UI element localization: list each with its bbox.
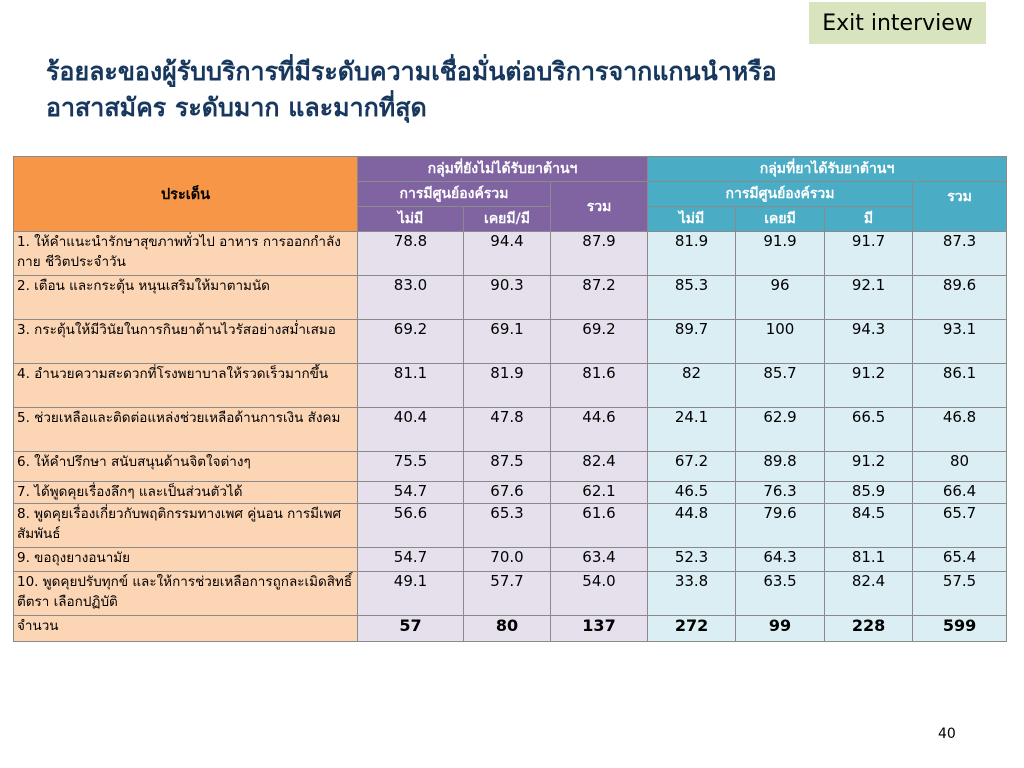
issue-label: 2. เตือน และกระตุ้น หนุนเสริมให้มาตามนัด (14, 276, 358, 320)
issue-label: 8. พูดคุยเรื่องเกี่ยวกับพฤติกรรมทางเพศ คู่นอน การมีเพศสัมพันธ์ (14, 504, 358, 548)
value-cell: 93.1 (913, 320, 1007, 364)
issue-label: 5. ช่วยเหลือและติดต่อแหล่งช่วยเหลือด้านการเงิน สังคม (14, 408, 358, 452)
value-cell: 80 (913, 452, 1007, 482)
results-table (13, 156, 1007, 642)
value-cell: 61.6 (551, 504, 648, 548)
value-cell: 82.4 (551, 452, 648, 482)
value-cell: 82.4 (825, 572, 913, 616)
value-cell: 85.9 (825, 482, 913, 504)
col-header: เคยมี/มี (464, 207, 551, 232)
value-cell: 62.1 (551, 482, 648, 504)
value-cell: 87.2 (551, 276, 648, 320)
table-row (14, 504, 1007, 548)
header-row-1 (14, 157, 1007, 182)
table-row (14, 482, 1007, 504)
value-cell: 87.9 (551, 232, 648, 276)
exit-interview-tag: Exit interview (809, 2, 986, 44)
value-cell: 228 (825, 616, 913, 642)
value-cell: 63.4 (551, 548, 648, 572)
value-cell: 81.9 (464, 364, 551, 408)
value-cell: 91.2 (825, 364, 913, 408)
table-row (14, 408, 1007, 452)
value-cell: 91.9 (736, 232, 825, 276)
value-cell: 63.5 (736, 572, 825, 616)
group1-total-header: รวม (551, 182, 648, 232)
page-number: 40 (938, 726, 956, 742)
value-cell: 91.7 (825, 232, 913, 276)
group2-header: กลุ่มที่ยาได้รับยาต้านฯ (648, 157, 1007, 182)
value-cell: 62.9 (736, 408, 825, 452)
value-cell: 64.3 (736, 548, 825, 572)
value-cell: 70.0 (464, 548, 551, 572)
table-row (14, 320, 1007, 364)
group1-header: กลุ่มที่ยังไม่ได้รับยาต้านฯ (358, 157, 648, 182)
value-cell: 80 (464, 616, 551, 642)
value-cell: 76.3 (736, 482, 825, 504)
value-cell: 69.2 (358, 320, 464, 364)
table-row (14, 548, 1007, 572)
value-cell: 272 (648, 616, 736, 642)
value-cell: 599 (913, 616, 1007, 642)
value-cell: 91.2 (825, 452, 913, 482)
value-cell: 46.5 (648, 482, 736, 504)
value-cell: 89.7 (648, 320, 736, 364)
value-cell: 89.6 (913, 276, 1007, 320)
group2-total-header: รวม (913, 182, 1007, 232)
value-cell: 54.7 (358, 548, 464, 572)
value-cell: 85.3 (648, 276, 736, 320)
issue-label: 4. อำนวยความสะดวกที่โรงพยาบาลให้รวดเร็วมากขึ้น (14, 364, 358, 408)
value-cell: 81.9 (648, 232, 736, 276)
issue-label: 1. ให้คำแนะนำรักษาสุขภาพทั่วไป อาหาร การออกกำลังกาย ชีวิตประจำวัน (14, 232, 358, 276)
value-cell: 94.3 (825, 320, 913, 364)
value-cell: 78.8 (358, 232, 464, 276)
value-cell: 92.1 (825, 276, 913, 320)
value-cell: 24.1 (648, 408, 736, 452)
value-cell: 85.7 (736, 364, 825, 408)
value-cell: 79.6 (736, 504, 825, 548)
table-row (14, 452, 1007, 482)
col-header: เคยมี (736, 207, 825, 232)
issue-label: 9. ขอถุงยางอนามัย (14, 548, 358, 572)
group2-subgroup-header: การมีศูนย์องค์รวม (648, 182, 913, 207)
title-line-2: อาสาสมัคร ระดับมาก และมากที่สุด (46, 93, 427, 122)
table-row (14, 364, 1007, 408)
value-cell: 52.3 (648, 548, 736, 572)
col-header: ไม่มี (358, 207, 464, 232)
value-cell: 65.4 (913, 548, 1007, 572)
value-cell: 82 (648, 364, 736, 408)
value-cell: 87.3 (913, 232, 1007, 276)
value-cell: 65.7 (913, 504, 1007, 548)
value-cell: 57.7 (464, 572, 551, 616)
value-cell: 40.4 (358, 408, 464, 452)
value-cell: 65.3 (464, 504, 551, 548)
value-cell: 99 (736, 616, 825, 642)
total-label: จำนวน (14, 616, 358, 642)
group1-subgroup-header: การมีศูนย์องค์รวม (358, 182, 551, 207)
value-cell: 137 (551, 616, 648, 642)
value-cell: 44.8 (648, 504, 736, 548)
value-cell: 81.1 (825, 548, 913, 572)
table-row (14, 276, 1007, 320)
table-row (14, 232, 1007, 276)
value-cell: 57.5 (913, 572, 1007, 616)
value-cell: 54.0 (551, 572, 648, 616)
value-cell: 67.2 (648, 452, 736, 482)
issue-label: 6. ให้คำปรึกษา สนับสนุนด้านจิตใจต่างๆ (14, 452, 358, 482)
value-cell: 69.1 (464, 320, 551, 364)
value-cell: 100 (736, 320, 825, 364)
issue-label: 7. ได้พูดคุยเรื่องลึกๆ และเป็นส่วนตัวได้ (14, 482, 358, 504)
issue-label: 10. พูดคุยปรับทุกข์ และให้การช่วยเหลือการถูกละเมิดสิทธิ์ ตีตรา เลือกปฏิบัติ (14, 572, 358, 616)
value-cell: 57 (358, 616, 464, 642)
col-header: มี (825, 207, 913, 232)
value-cell: 89.8 (736, 452, 825, 482)
issue-header: ประเด็น (14, 157, 358, 232)
value-cell: 66.4 (913, 482, 1007, 504)
value-cell: 90.3 (464, 276, 551, 320)
value-cell: 67.6 (464, 482, 551, 504)
value-cell: 81.1 (358, 364, 464, 408)
total-row (14, 616, 1007, 642)
value-cell: 44.6 (551, 408, 648, 452)
value-cell: 86.1 (913, 364, 1007, 408)
title-line-1: ร้อยละของผู้รับบริการที่มีระดับความเชื่อมั่นต่อบริการจากแกนนำหรือ (46, 57, 777, 86)
value-cell: 49.1 (358, 572, 464, 616)
value-cell: 56.6 (358, 504, 464, 548)
table-row (14, 572, 1007, 616)
table-body (14, 157, 1007, 642)
value-cell: 46.8 (913, 408, 1007, 452)
value-cell: 66.5 (825, 408, 913, 452)
value-cell: 81.6 (551, 364, 648, 408)
value-cell: 75.5 (358, 452, 464, 482)
value-cell: 83.0 (358, 276, 464, 320)
value-cell: 33.8 (648, 572, 736, 616)
value-cell: 87.5 (464, 452, 551, 482)
value-cell: 47.8 (464, 408, 551, 452)
value-cell: 84.5 (825, 504, 913, 548)
value-cell: 69.2 (551, 320, 648, 364)
issue-label: 3. กระตุ้นให้มีวินัยในการกินยาต้านไวรัสอย่างสม่ำเสมอ (14, 320, 358, 364)
value-cell: 54.7 (358, 482, 464, 504)
value-cell: 94.4 (464, 232, 551, 276)
value-cell: 96 (736, 276, 825, 320)
slide-title (46, 54, 1006, 126)
col-header: ไม่มี (648, 207, 736, 232)
